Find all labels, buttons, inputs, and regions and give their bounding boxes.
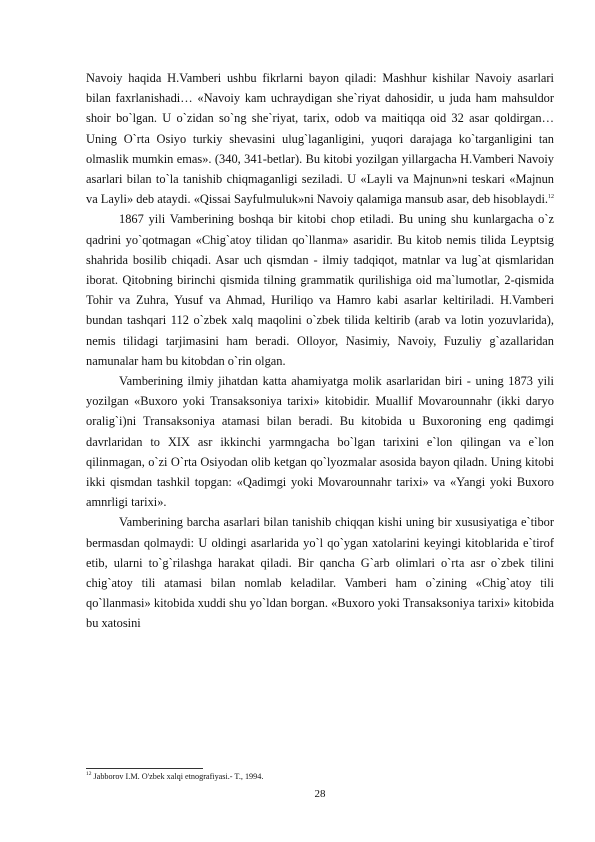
paragraph-3 <box>86 371 554 512</box>
paragraph-3-text: Vamberining ilmiy jihatdan katta ahamiyatga molik asarlaridan biri - uning 1873 yili yozilgan «Buxoro yoki Transaksoniya tarixi» kitobidir. Muallif Movarounnahr (ikki daryo oralig`i)ni Transaksoniya atamasi bilan beradi. Bu kitobida u Buxoroning eng qadimgi davrlaridan to XIX asr ikkinchi yarmngacha bo`lgan tarixini e`lon qilingan va e`lon qilinmagan, o`zi O`rta Osiyodan olib ketgan qo`lyozmalar asosida bayon qiladn. Uning kitobi ikki qismdan tashkil topgan: «Qadimgi yoki Movarounnahr tarixi» va «Yangi yoki Buxoro amnrligi tarixi». <box>86 374 554 510</box>
footnote-number: 12 <box>86 771 92 778</box>
document-body <box>86 68 554 634</box>
paragraph-4 <box>86 512 554 633</box>
footnote-reference[interactable]: 12 <box>548 194 554 201</box>
footnote-text: Jabborov I.M. O'zbek xalqi etnografiyasi.- T., 1994. <box>93 772 264 781</box>
paragraph-2-text: 1867 yili Vamberining boshqa bir kitobi chop etiladi. Bu uning shu kunlargacha o`z qadrini yo`qotmagan «Chig`atoy tilidan qo`llanma» asaridir. Bu kitob nemis tilida Leyptsig shahrida bosilib chiqadi. Asar uch qismdan - ilmiy tadqiqot, matnlar va lug`at qismlaridan iborat. Qitobning birinchi qismida tilning grammatik qurilishiga oid ma`lumotlar, 2-qismida Tohir va Zuhra, Yusuf va Ahmad, Huriliqo va Hamro kabi asarlar keltiriladi. H.Vamberi bundan tashqari 112 o`zbek xalq maqolini o`zbek tilida keltirib (arab va lotin yozuvlarida), nemis tilidagi tarjimasini ham beradi. Olloyor, Nasimiy, Navoiy, Fuzuliy g`azallaridan namunalar ham bu kitobdan o`rin olgan. <box>86 212 554 368</box>
paragraph-1 <box>86 68 554 209</box>
footnote <box>86 772 554 782</box>
paragraph-1-text: Navoiy haqida H.Vamberi ushbu fikrlarni bayon qiladi: Mashhur kishilar Navoiy asarlari bilan faxrlanishadi… «Navoiy kam uchraydigan she`riyat dahosidir, u juda ham mahsuldor shoir bo`lgan. U o`zidan so`ng she`riyat, tarix, odob va maitiqqa oid 32 asar qoldirgan… Uning O`rta Osiyo turkiy shevasini ulug`laganligini, yuqori darajaga ko`targanligini tan olmaslik mumkin emas». (340, 341-betlar). Bu kitobi yozilgan yillargacha H.Vamberi Navoiy asarlari bilan to`la tanishib chiqmaganligi seziladi. U «Layli va Majnun»ni teskari «Majnun va Layli» deb ataydi. «Qissai Sayfulmuluk»ni Navoiy qalamiga mansub asar, deb hisoblaydi. <box>86 71 554 207</box>
paragraph-4-text: Vamberining barcha asarlari bilan tanishib chiqqan kishi uning bir xususiyatiga e`tibor bermasdan qolmaydi: U oldingi asarlarida yo`l qo`ygan xatolarini keyingi kitoblarida e`tirof etib, ularni to`g`rilashga harakat qiladi. Bir qancha G`arb olimlari o`rta asr o`zbek tilini chig`atoy tili atamasi bilan nomlab keladilar. Vamberi ham o`zining «Chig`atoy tili qo`llanmasi» kitobida xuddi shu yo`ldan borgan. «Buxoro yoki Transaksoniya tarixi» kitobida bu xatosini <box>86 515 554 631</box>
paragraph-2 <box>86 209 554 371</box>
footnote-divider <box>86 768 203 769</box>
page-number: 28 <box>314 788 326 800</box>
